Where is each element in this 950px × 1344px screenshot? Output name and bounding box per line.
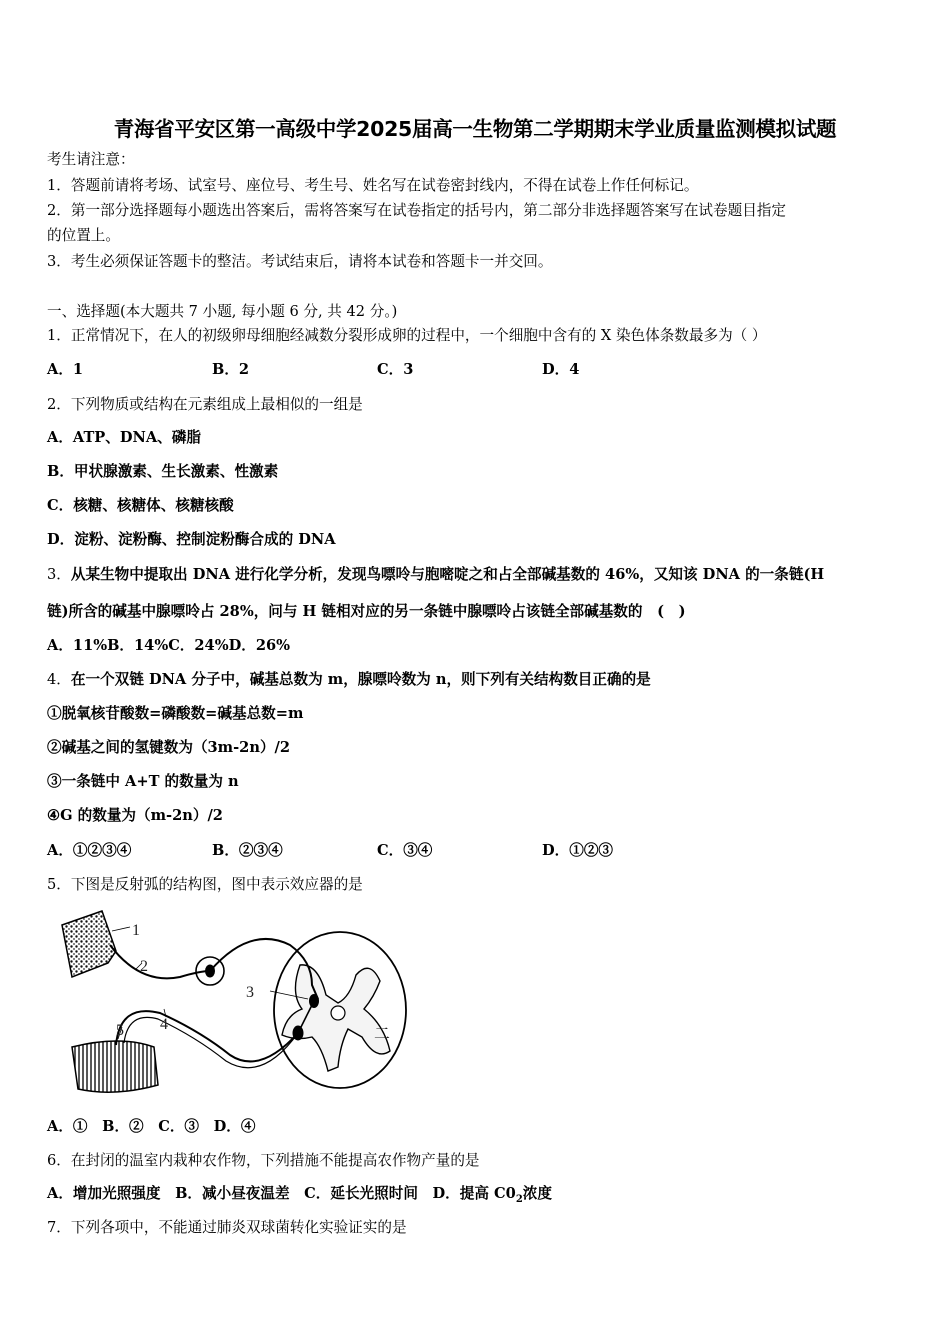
label-3: 3 (246, 984, 254, 1001)
option-b[interactable]: B．2 (212, 361, 250, 378)
question-text: 下列各项中，不能通过肺炎双球菌转化实验证实的是 (70, 1219, 407, 1236)
subscript: 2 (515, 1193, 523, 1205)
question-text: 在封闭的温室内栽种农作物，下列措施不能提高农作物产量的是 (70, 1152, 480, 1169)
options-text: A．增加光照强度 B．减小昼夜温差 C．延长光照时间 D．提高 C0 (47, 1185, 516, 1202)
receptor-skin (62, 911, 116, 977)
notice-item-2-cont: 的位置上。 (47, 227, 120, 244)
question-text: 下图是反射弧的结构图，图中表示效应器的是 (70, 876, 363, 893)
notice-item-1: 1．答题前请将考场、试室号、座位号、考生号、姓名写在试卷密封线内，不得在试卷上作任何标记。 (47, 177, 699, 194)
question-3 (47, 565, 824, 585)
question-text: 下列物质或结构在元素组成上最相似的一组是 (70, 396, 363, 413)
option-a[interactable]: A．ATP、DNA、磷脂 (47, 429, 201, 446)
question-5-options[interactable]: A．① B．② C．③ D．④ (47, 1118, 256, 1135)
section-heading: 一、选择题(本大题共 7 小题, 每小题 6 分, 共 42 分。) (47, 303, 398, 320)
statement-4: ④G 的数量为（m-2n）/2 (47, 807, 223, 824)
reflex-arc-figure (50, 905, 420, 1100)
options-text-end: 浓度 (522, 1185, 552, 1202)
notice-item-3: 3．考生必须保证答题卡的整洁。考试结束后，请将本试卷和答题卡一并交回。 (47, 253, 553, 270)
option-b[interactable]: B．②③④ (212, 842, 283, 859)
question-text: 从某生物中提取出 DNA 进行化学分析，发现鸟嘌呤与胞嘧啶之和占全部碱基数的 46%，又知该 DNA 的一条链(H (70, 566, 825, 583)
label-5: 5 (116, 1022, 124, 1039)
label-1: 1 (132, 922, 140, 939)
option-d[interactable]: D．①②③ (542, 842, 614, 859)
statement-1: ①脱氧核苷酸数=磷酸数=碱基总数=m (47, 705, 304, 722)
question-6 (47, 1151, 480, 1171)
option-a[interactable]: A．①②③④ (47, 842, 132, 859)
question-7 (47, 1218, 407, 1238)
question-number: 2． (47, 396, 71, 413)
effector-muscle (72, 1041, 158, 1092)
question-number: 3． (47, 566, 71, 583)
question-number: 1． (47, 327, 71, 344)
option-c[interactable]: C．核糖、核糖体、核糖核酸 (47, 497, 234, 514)
question-number: 5． (47, 876, 71, 893)
notice-item-2: 2．第一部分选择题每小题选出答案后，需将答案写在试卷指定的括号内，第二部分非选择题答案写在试卷题目指定 (47, 202, 786, 219)
label-2: 2 (140, 958, 148, 975)
option-b[interactable]: B．甲状腺激素、生长激素、性激素 (47, 463, 279, 480)
question-1 (47, 326, 767, 346)
question-6-options[interactable] (47, 1184, 552, 1210)
notice-heading: 考生请注意： (47, 151, 135, 168)
question-3-cont: 链)所含的碱基中腺嘌呤占 28%，问与 H 链相对应的另一条链中腺嘌呤占该链全部碱基数的 ( ) (47, 603, 686, 620)
statement-3: ③一条链中 A+T 的数量为 n (47, 773, 239, 790)
option-c[interactable]: C．3 (377, 361, 414, 378)
central-canal (331, 1006, 345, 1020)
afferent-nerve (110, 945, 210, 978)
label-er: 二 (374, 1026, 391, 1043)
page-title: 青海省平安区第一高级中学2025届高一生物第二学期期末学业质量监测模拟试题 (113, 117, 837, 141)
statement-2: ②碱基之间的氢键数为（3m-2n）/2 (47, 739, 291, 756)
question-number: 6． (47, 1152, 71, 1169)
question-text: 在一个双链 DNA 分子中，碱基总数为 m，腺嘌呤数为 n，则下列有关结构数目正确的是 (70, 671, 651, 688)
question-3-options[interactable]: A．11%B．14%C．24%D．26% (47, 637, 291, 654)
question-2 (47, 395, 363, 415)
label-4: 4 (160, 1016, 168, 1033)
question-4 (47, 670, 651, 690)
option-d[interactable]: D．4 (542, 361, 580, 378)
option-c[interactable]: C．③④ (377, 842, 433, 859)
option-d[interactable]: D．淀粉、淀粉酶、控制淀粉酶合成的 DNA (47, 531, 336, 548)
question-number: 7． (47, 1219, 71, 1236)
question-number: 4． (47, 671, 71, 688)
question-5 (47, 875, 363, 895)
question-text: 正常情况下，在人的初级卵母细胞经减数分裂形成卵的过程中，一个细胞中含有的 X 染色体条数最多为（ ） (70, 327, 767, 344)
option-a[interactable]: A．1 (47, 361, 84, 378)
